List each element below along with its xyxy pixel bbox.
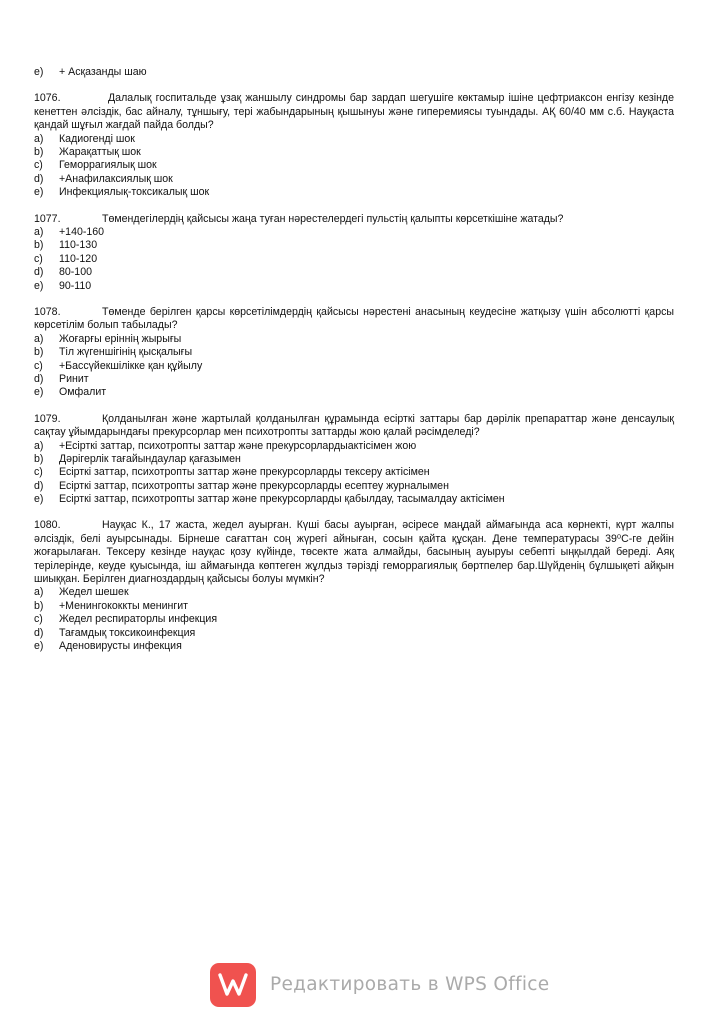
option-text: Инфекциялық-токсикалық шок [59,186,210,199]
option-letter: b) [34,239,44,252]
option-text: Геморрагиялық шок [59,159,157,172]
option-letter: e) [34,279,44,292]
option-text: +140-160 [59,225,105,238]
question-text: Төменде берілген қарсы көрсетілімдердің қайсысы нәрестені анасының кеудесіне жатқызу үшін абсолютті қарсы көрсетілім болып табылады? [34,305,674,332]
option-item [34,360,674,373]
option-letter: c) [34,252,43,265]
question-1077 [34,213,674,293]
option-text: Жедел шешек [59,586,129,599]
option-letter: c) [34,466,43,479]
option-item [34,159,674,172]
option-letter: a) [34,586,44,599]
option-letter: e) [34,386,44,399]
question-text: Далалық госпитальде ұзақ жаншылу синдромы бар зардап шегушіге көктамыр ішіне цефтриаксон енгізу кезінде кенеттен әлсіздік, бас айналу, тұншығу, тері жабындарының қышынуы және гиперемиясы туындады. АҚ 60/40 мм с.б. Науқаста қандай шұғыл жағдай пайда болды? [34,92,674,132]
option-text: + Асқазанды шаю [59,66,147,78]
option-item [34,373,674,386]
option-item [34,453,674,466]
option-text: Тағамдық токсикоинфекция [59,626,196,639]
option-letter: c) [34,613,43,626]
option-letter: a) [34,332,44,345]
option-text: Есірткі заттар, психотропты заттар және прекурсорларды есептеу журналымен [59,479,449,492]
option-text: Аденовирусты инфекция [59,640,182,653]
option-letter: b) [34,599,44,612]
option-text: Есірткі заттар, психотропты заттар және прекурсорларды қабылдау, тасымалдау актісімен [59,493,505,506]
question-number: 1076. [34,92,61,105]
option-text: Есірткі заттар, психотропты заттар және прекурсорларды тексеру актісімен [59,466,430,479]
question-1076 [34,92,674,199]
option-item [34,586,674,599]
option-text: Кадиогенді шок [59,132,135,145]
option-item [34,226,674,239]
option-letter: d) [34,172,44,185]
option-letter: d) [34,266,44,279]
question-number: 1080. [34,519,61,532]
question-text: Науқас К., 17 жаста, жедел ауырған. Күші басы ауырған, әсіресе маңдай аймағында аса көрнекті, күрт жалпы әлсіздік, белі ауырсынады. Бірнеше сағаттан соң жүрегі айныған, сосын қайта құсқан. Дене температурасы 39⁰С-ге дейін жоғарылаған. Тексеру кезінде науқас қозу күйінде, төсекте жата алмайды, басының ауыруы себепті ыңқылдай береді. Аяқ терілерінде, кеуде қуысында, іш аймағында көптеген жұлдыз тәрізді геморрагиялық бөртпелер бар.Шүйденің бұлшықеті айқын шиыққан. Берілген диагноздардың қайсысы болуы мүмкін? [34,519,674,586]
option-text: Тіл жүгеншігінің қысқалығы [59,346,193,359]
option-item [34,253,674,266]
option-letter: e) [34,66,44,78]
document-page [34,66,674,653]
option-item [34,493,674,506]
wps-logo-icon[interactable] [210,963,256,1007]
option-text: 80-100 [59,266,92,279]
option-letter: d) [34,372,44,385]
option-text: 90-110 [59,279,92,292]
wps-edit-banner[interactable] [210,963,549,1007]
question-text: Қолданылған және жартылай қолданылған құрамында есірткі заттары бар дәрілік препараттар және денсаулық сақтау ұйымдарындағы прекурсорлар мен психотропты заттарды жою қалай рәсімделеді? [34,412,674,439]
option-item [34,640,674,653]
option-item [34,627,674,640]
option-text: +Анафилаксиялық шок [59,172,173,185]
option-item [34,133,674,146]
option-text: Ринит [59,372,89,385]
option-text: +Менингококкты менингит [59,599,189,612]
top-option [34,66,674,79]
question-number: 1077. [34,212,61,225]
option-letter: e) [34,493,44,506]
option-letter: c) [34,159,43,172]
option-letter: b) [34,452,44,465]
option-item [34,146,674,159]
option-letter: b) [34,146,44,158]
option-text: 110-130 [59,239,98,252]
option-letter: a) [34,439,44,452]
option-item [34,239,674,252]
option-item [34,266,674,279]
option-item [34,600,674,613]
option-text: Дәрігерлік тағайындаулар қағазымен [59,452,241,465]
option-text: +Есірткі заттар, психотропты заттар және прекурсорлардыактісімен жою [59,439,417,452]
option-letter: a) [34,132,44,145]
option-text: 110-120 [59,252,98,265]
option-text: Жедел респираторлы инфекция [59,613,218,626]
option-letter: e) [34,186,44,199]
option-item [34,186,674,199]
option-item [34,346,674,359]
question-1080 [34,519,674,653]
option-text: Омфалит [59,386,107,399]
wps-edit-label[interactable]: Редактировать в WPS Office [270,974,550,996]
option-letter: d) [34,479,44,492]
option-letter: a) [34,225,44,238]
option-item [34,280,674,293]
option-item [34,440,674,453]
question-number: 1078. [34,305,61,318]
option-letter: d) [34,626,44,639]
option-text: Жоғарғы еріннің жырығы [59,332,182,345]
option-item [34,333,674,346]
option-letter: c) [34,359,43,372]
question-1079 [34,413,674,507]
option-item [34,386,674,399]
option-item [34,480,674,493]
option-item [34,173,674,186]
question-text: Төмендегілердің қайсысы жаңа туған нәрестелердегі пульстің қалыпты көрсеткішіне жатады? [102,212,564,225]
wps-w-glyph-icon [218,972,248,998]
option-letter: b) [34,346,44,359]
option-text: +Бассүйекшілікке қан құйылу [59,359,203,372]
question-1078 [34,306,674,400]
option-letter: e) [34,640,44,653]
option-item [34,613,674,626]
option-item [34,466,674,479]
question-number: 1079. [34,412,61,425]
option-text: Жарақаттық шок [59,146,141,158]
